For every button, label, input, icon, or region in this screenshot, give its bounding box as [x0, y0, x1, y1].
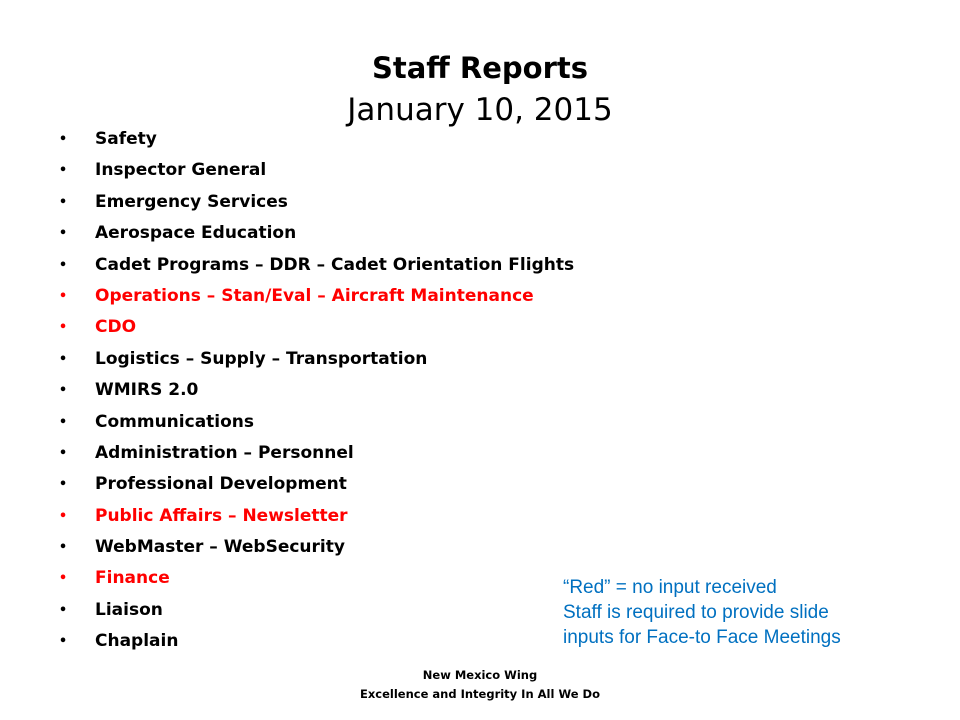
- bullet-label: Communications: [95, 411, 255, 432]
- bullet-item: [58, 375, 574, 406]
- bullet-dot-icon: •: [58, 602, 68, 618]
- bullet-dot-icon: •: [58, 288, 68, 304]
- slide-date: January 10, 2015: [347, 92, 613, 128]
- bullet-item: [58, 155, 574, 186]
- bullet-dot-icon: •: [58, 508, 68, 524]
- bullet-dot-icon: •: [58, 445, 68, 461]
- bullet-label: WebMaster – WebSecurity: [95, 537, 345, 558]
- bullet-label: CDO: [95, 317, 137, 338]
- bullet-dot-icon: •: [58, 132, 68, 147]
- footer: [0, 666, 960, 704]
- bullet-dot-icon: •: [58, 163, 68, 179]
- bullet-item: [58, 563, 574, 594]
- bullet-item: [58, 501, 574, 532]
- bullet-label: Cadet Programs – DDR – Cadet Orientation Flights: [95, 254, 575, 275]
- bullet-label: Professional Development: [95, 474, 347, 495]
- bullet-dot-icon: •: [58, 351, 68, 367]
- bullet-label: Aerospace Education: [95, 223, 297, 244]
- footer-org: New Mexico Wing: [422, 668, 538, 682]
- footer-motto: Excellence and Integrity In All We Do: [360, 687, 600, 701]
- bullet-item: [58, 281, 574, 312]
- legend-note-line: inputs for Face-to Face Meetings: [563, 627, 841, 648]
- bullet-item: [58, 250, 574, 281]
- bullet-dot-icon: •: [58, 414, 68, 430]
- bullet-label: Emergency Services: [95, 191, 288, 212]
- bullet-dot-icon: •: [58, 226, 68, 242]
- bullet-item: [58, 407, 574, 438]
- bullet-item: [58, 469, 574, 500]
- bullet-label: WMIRS 2.0: [95, 380, 199, 401]
- bullet-item: [58, 344, 574, 375]
- legend-note: [563, 575, 841, 650]
- bullet-dot-icon: •: [58, 540, 68, 556]
- bullet-dot-icon: •: [58, 477, 68, 493]
- bullet-dot-icon: •: [58, 571, 68, 587]
- slide-title: Staff Reports: [371, 51, 588, 85]
- bullet-label: Inspector General: [95, 160, 267, 181]
- bullet-label: Logistics – Supply – Transportation: [95, 348, 428, 369]
- legend-note-line: Staff is required to provide slide: [563, 602, 829, 623]
- bullet-dot-icon: •: [58, 383, 68, 399]
- bullet-item: [58, 124, 574, 155]
- bullet-dot-icon: •: [58, 257, 68, 273]
- bullet-item: [58, 532, 574, 563]
- bullet-label: Liaison: [95, 599, 163, 620]
- bullet-label: Chaplain: [95, 631, 179, 652]
- bullet-label: Safety: [95, 129, 157, 149]
- bullet-item: [58, 312, 574, 343]
- bullet-label: Public Affairs – Newsletter: [95, 505, 348, 526]
- bullet-dot-icon: •: [58, 320, 68, 336]
- bullet-item: [58, 626, 574, 657]
- bullet-label: Operations – Stan/Eval – Aircraft Maintenance: [95, 285, 534, 306]
- bullet-dot-icon: •: [58, 634, 68, 650]
- bullet-item: [58, 187, 574, 218]
- bullet-list: [58, 124, 574, 658]
- legend-note-line: “Red” = no input received: [563, 577, 777, 598]
- bullet-label: Finance: [95, 568, 170, 589]
- bullet-item: [58, 438, 574, 469]
- bullet-label: Administration – Personnel: [95, 442, 354, 463]
- bullet-item: [58, 218, 574, 249]
- bullet-dot-icon: •: [58, 194, 68, 210]
- bullet-item: [58, 595, 574, 626]
